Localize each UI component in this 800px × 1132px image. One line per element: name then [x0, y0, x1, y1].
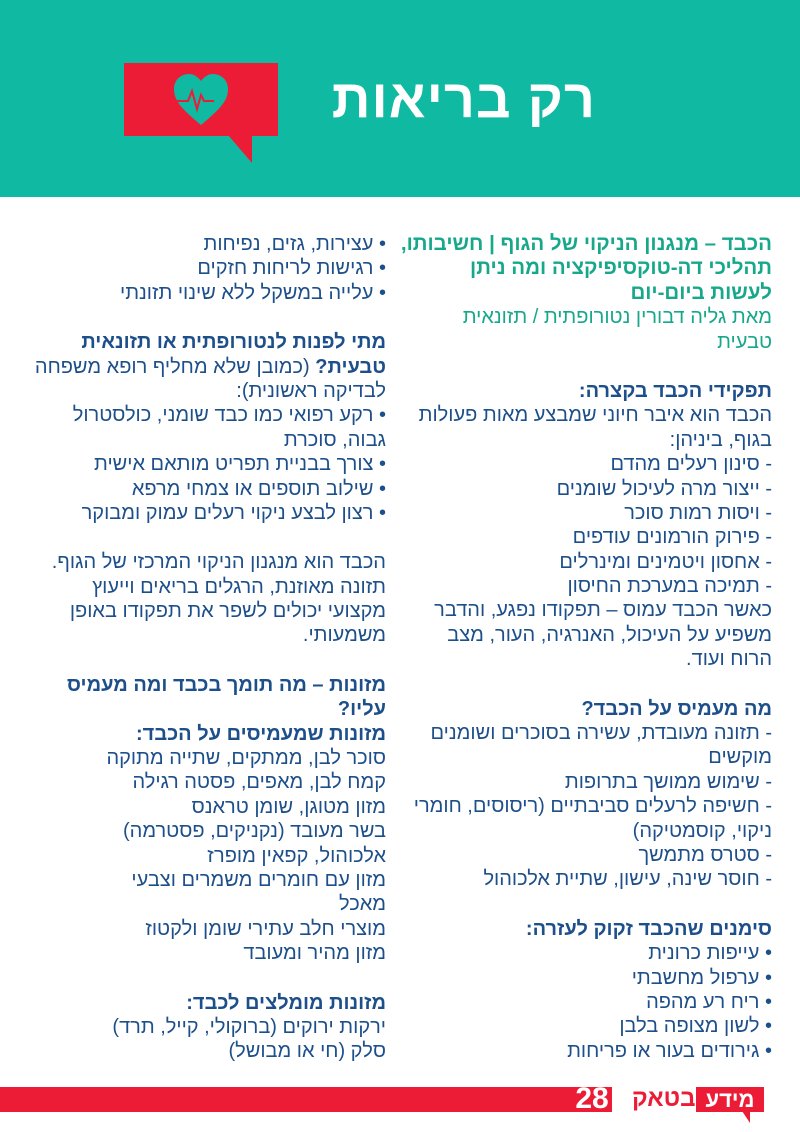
spacer: [408, 354, 772, 379]
text-line: - חוסר שינה, עישון, שתיית אלכוהול: [483, 868, 772, 891]
text-line: הכבד הוא מנגנון הניקוי המרכזי של הגוף.: [51, 551, 386, 574]
text-line: תזונה מאוזנת, הרגלים בריאים וייעוץ: [92, 575, 386, 598]
text-line: הכבד הוא איבר חיוני שמבצע מאות פעולות: [418, 404, 772, 427]
text-fragment: (כמובן שלא מחליף רופא משפחה: [34, 355, 316, 378]
text-line: • רגישות לריחות חזקים: [197, 257, 386, 280]
text-line: - חשיפה לרעלים סביבתיים (ריסוסים, חומרי: [413, 795, 772, 818]
text-line: - תזונה מעובדת, עשירה בסוכרים ושומנים: [430, 722, 772, 745]
text-line: • ריח רע מהפה: [646, 990, 772, 1013]
text-line: מזון עם חומרים משמרים וצבעי: [131, 868, 386, 891]
article-title-line: הכבד – מנגנון הניקוי של הגוף | חשיבותו,: [400, 232, 772, 255]
heart-pulse-icon: [172, 73, 230, 127]
text-line: סלק (חי או מבושל): [228, 1040, 386, 1063]
section-heading: מזונות מומלצים לכבד:: [186, 991, 386, 1014]
text-line: בשר מעובד (נקניקים, פסטרמה): [122, 820, 386, 843]
text-line: משפיע על העיכול, האנרגיה, העור, מצב: [447, 623, 772, 646]
text-line: - סטרס מתמשך: [638, 843, 772, 866]
text-line: - סינון רעלים מהדם: [610, 453, 772, 476]
text-line: מזון מטוגן, שומן טראנס: [191, 795, 386, 818]
text-line: - אחסון ויטמינים ומינרלים: [559, 550, 772, 573]
text-line: - שימוש ממושך בתרופות: [564, 770, 772, 793]
brand-name-part2: בטאק: [632, 1085, 696, 1112]
section-heading: תפקידי הכבד בקצרה:: [578, 379, 772, 402]
text-line: • שילוב תוספים או צמחי מרפא: [131, 477, 386, 500]
text-line: אלכוהול, קפאין מופרז: [207, 844, 386, 867]
author-line: טבעית: [717, 330, 772, 353]
speech-bubble-logo: [124, 63, 278, 136]
speech-bubble-tail: [228, 135, 252, 163]
text-line: מוצרי חלב עתירי שומן ולקטוז: [145, 917, 386, 940]
text-line: מקצועי יכולים לשפר את תפקודו באופן: [69, 600, 386, 623]
spacer: [22, 648, 386, 673]
heading-fragment: טבעית?: [315, 355, 386, 378]
text-line: בגוף, ביניהן:: [669, 428, 772, 451]
text-line: כאשר הכבד עמוס – תפקודו נפגע, והדבר: [434, 599, 772, 622]
text-line: סוכר לבן, ממתקים, שתייה מתוקה: [106, 747, 386, 770]
text-line: • רקע רפואי כמו כבד שומני, כולסטרול: [72, 404, 386, 427]
footer-bar: [0, 1087, 612, 1112]
section-heading: מה מעמיס על הכבד?: [581, 697, 772, 720]
brand-bubble-tail: [742, 1111, 750, 1123]
text-line: • לשון מצופה בלבן: [619, 1015, 772, 1038]
text-line: ירקות ירוקים (ברוקולי, קייל, תרד): [112, 1015, 386, 1038]
text-line: • עצירות, גזים, נפיחות: [203, 233, 386, 255]
text-line: מאכל: [339, 893, 386, 916]
text-line: • גירודים בעור או פריחות: [567, 1039, 772, 1062]
page-title: רק בריאות: [331, 69, 596, 129]
text-line: משמעותי.: [302, 624, 386, 647]
text-line: - תמיכה במערכת החיסון: [567, 575, 772, 598]
text-line: מוקשים: [708, 746, 772, 769]
article-title-line: לעשות ביום-יום: [630, 280, 772, 304]
text-line: • עייפות כרונית: [648, 942, 772, 965]
text-line: [22, 355, 386, 379]
section-heading: מזונות – מה תומך בכבד ומה מעמיס: [66, 673, 386, 696]
left-column: [22, 232, 386, 1064]
spacer: [408, 672, 772, 697]
section-heading: מתי לפנות לנטורופתית או תזונאית: [81, 331, 386, 354]
text-line: • צורך בבניית תפריט מותאם אישית: [94, 453, 386, 476]
text-line: • ערפול מחשבתי: [631, 966, 772, 989]
page-number: 28: [575, 1082, 609, 1115]
section-heading: מזונות שמעמיסים על הכבד:: [136, 722, 386, 745]
text-line: קמח לבן, מאפים, פסטה רגילה: [132, 771, 386, 794]
text-line: הרוח ועוד.: [686, 648, 772, 671]
text-line: • עלייה במשקל ללא שינוי תזונתי: [120, 281, 386, 304]
text-line: - ייצור מרה לעיכול שומנים: [556, 477, 772, 500]
brand-name-part1: מידע: [696, 1087, 764, 1112]
spacer: [22, 305, 386, 330]
page-header: [0, 0, 800, 197]
text-line: לבדיקה ראשונית):: [236, 379, 386, 402]
author-line: מאת גליה דבורין נטורופתית / תזונאית: [462, 306, 772, 329]
spacer: [22, 966, 386, 991]
section-heading: סימנים שהכבד זקוק לעזרה:: [525, 917, 772, 940]
section-heading: עליו?: [337, 698, 386, 721]
text-line: מזון מהיר ומעובד: [243, 942, 386, 965]
spacer: [22, 525, 386, 550]
text-line: - ויסות רמות סוכר: [624, 501, 772, 524]
spacer: [408, 892, 772, 917]
text-line: גבוה, סוכרת: [283, 428, 386, 451]
text-line: • רצון לבצע ניקוי רעלים עמוק ומבוקר: [81, 501, 386, 524]
text-line: ניקוי, קוסמטיקה): [632, 819, 772, 842]
right-column: [400, 232, 772, 1063]
article-title-line: תהליכי דה-טוקסיפיקציה ומה ניתן: [470, 256, 772, 280]
text-line: - פירוק הורמונים עודפים: [572, 526, 772, 549]
